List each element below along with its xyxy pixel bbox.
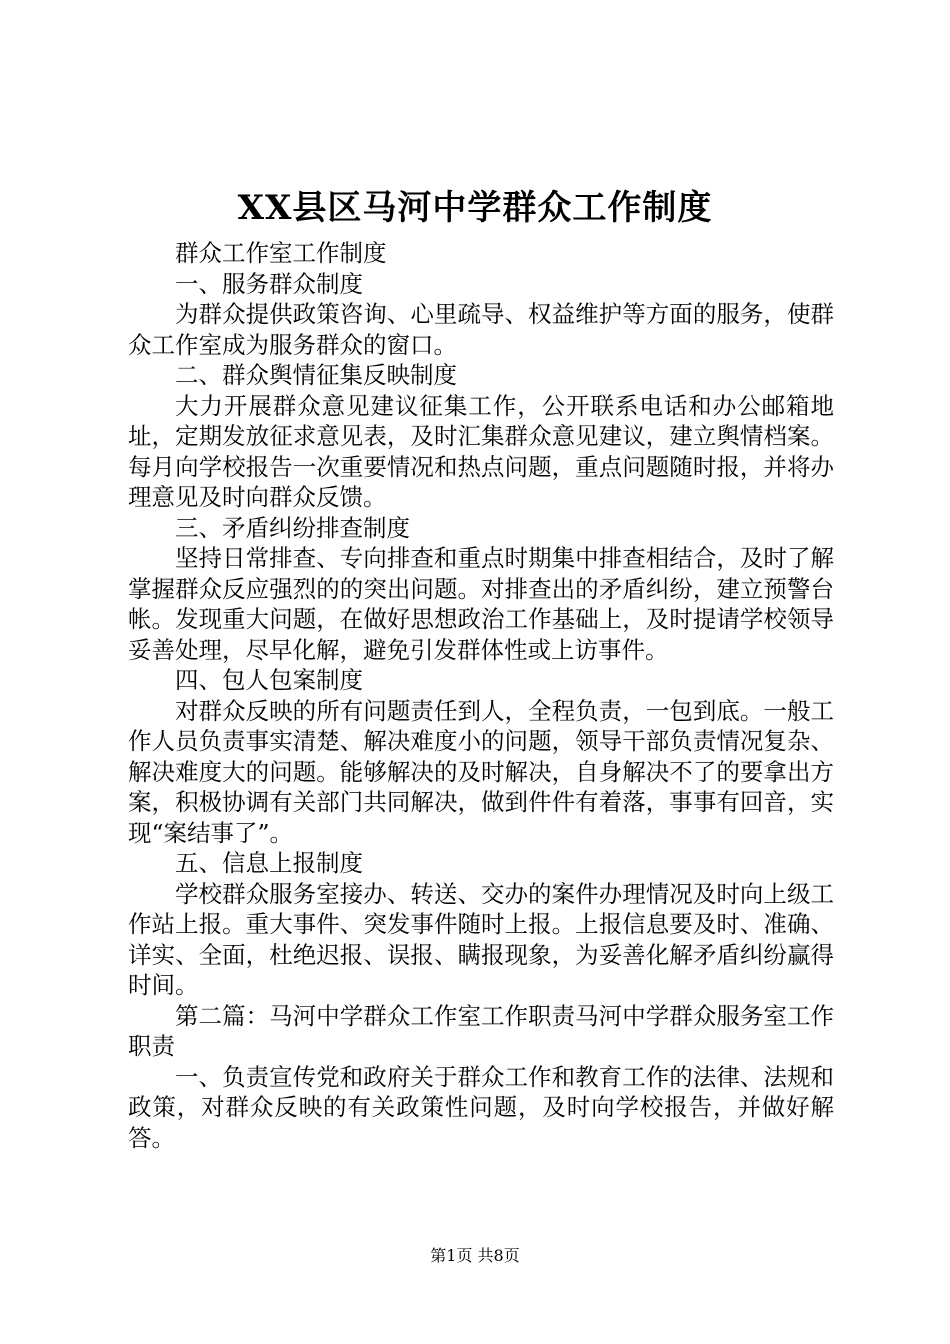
paragraph-heading: 群众工作室工作制度 <box>175 239 387 267</box>
section-heading-1: 一、服务群众制度 <box>175 269 363 298</box>
section-body-3: 坚持日常排查、专向排查和重点时期集中排查相结合，及时了解掌握群众反应强烈的的突出问题。对排查出的矛盾纠纷，建立预警台帐。发现重大问题，在做好思想政治工作基础上，及时提请学校领导妥善处理，尽早化解，避免引发群体性或上访事件。 <box>128 544 834 664</box>
part-two-heading: 第二篇：马河中学群众工作室工作职责马河中学群众服务室工作职责 <box>128 1001 834 1060</box>
part-two-body-1: 一、负责宣传党和政府关于群众工作和教育工作的法律、法规和政策，对群众反映的有关政策性问题，及时向学校报告，并做好解答。 <box>128 1062 834 1152</box>
section-body-2: 大力开展群众意见建议征集工作，公开联系电话和办公邮箱地址，定期发放征求意见表，及时汇集群众意见建议，建立舆情档案。每月向学校报告一次重要情况和热点问题，重点问题随时报，并将办理意见及时向群众反馈。 <box>128 391 834 511</box>
document-body <box>128 238 834 1153</box>
section-body-1: 为群众提供政策咨询、心里疏导、权益维护等方面的服务，使群众工作室成为服务群众的窗口。 <box>128 300 834 359</box>
document-title: XX县区马河中学群众工作制度 <box>237 188 713 228</box>
section-body-5: 学校群众服务室接办、转送、交办的案件办理情况及时向上级工作站上报。重大事件、突发事件随时上报。上报信息要及时、准确、详实、全面，杜绝迟报、误报、瞒报现象，为妥善化解矛盾纠纷赢得时间。 <box>128 879 834 999</box>
section-body-4: 对群众反映的所有问题责任到人，全程负责，一包到底。一般工作人员负责事实清楚、解决难度小的问题，领导干部负责情况复杂、解决难度大的问题。能够解决的及时解决，自身解决不了的要拿出方案，积极协调有关部门共同解决，做到件件有着落，事事有回音，实现“案结事了”。 <box>128 696 834 847</box>
section-heading-4: 四、包人包案制度 <box>175 666 363 694</box>
page-number-footer: 第1页 共8页 <box>430 1246 520 1265</box>
section-heading-3: 三、矛盾纠纷排查制度 <box>175 513 410 542</box>
section-heading-2: 二、群众舆情征集反映制度 <box>175 361 457 389</box>
section-heading-5: 五、信息上报制度 <box>175 849 363 877</box>
